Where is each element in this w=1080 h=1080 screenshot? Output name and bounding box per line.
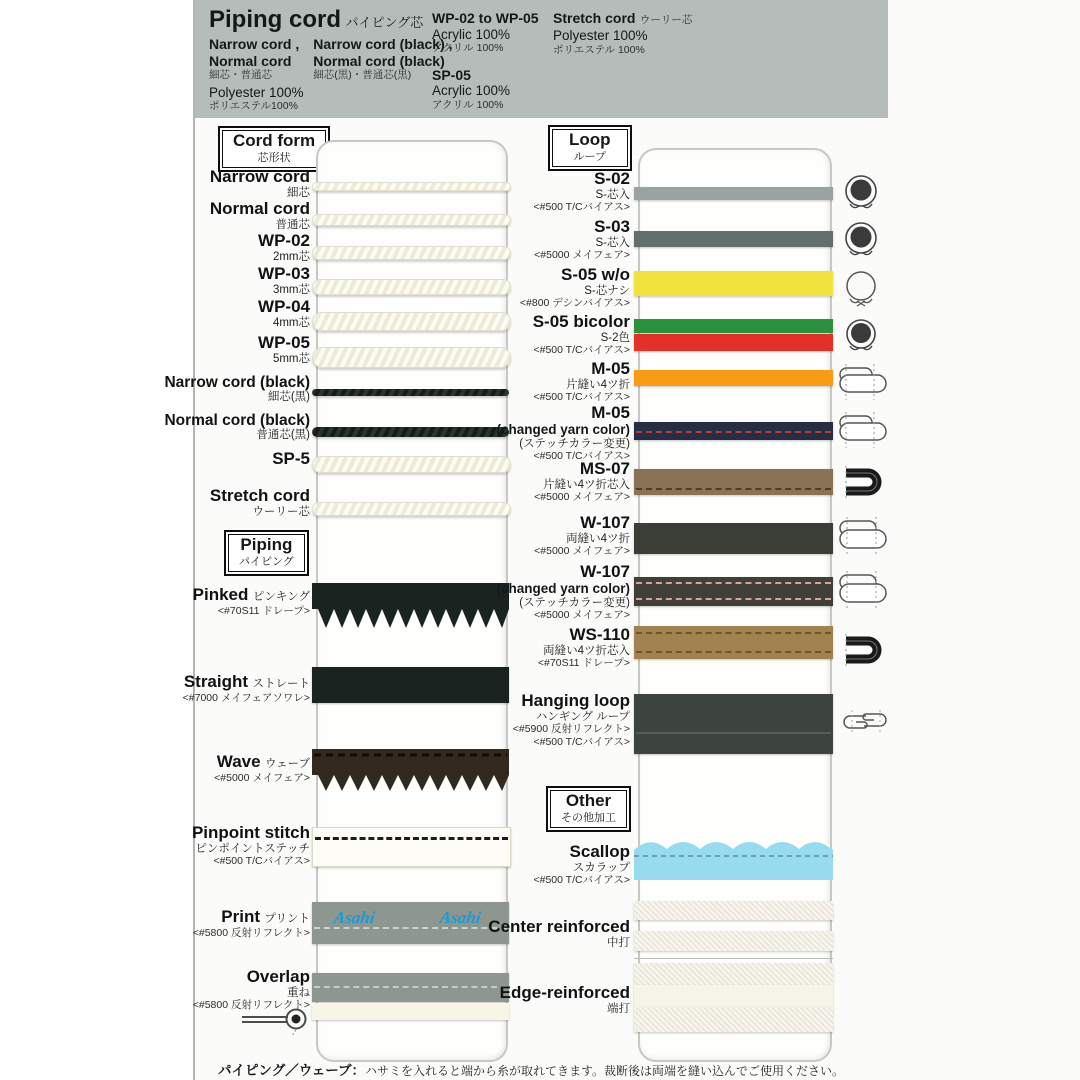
label-jp: 中打	[607, 936, 630, 949]
header-normal-cord-black: Normal cord (black)	[313, 52, 445, 69]
label-jp: ウーリー芯	[252, 505, 310, 518]
label-spec: <#500 T/Cバイアス>	[533, 201, 630, 214]
label-jp: 両縫い4ツ折	[566, 532, 630, 545]
label-jp: プリント	[264, 913, 310, 925]
label-s02	[390, 170, 630, 214]
section-other-title: Other	[565, 791, 612, 810]
folded-core-icon	[838, 462, 888, 500]
m05-red-stitch	[636, 431, 831, 433]
section-cord-form	[218, 126, 330, 172]
label-spec: <#5900 反射リフレクト>	[512, 723, 630, 736]
swatch-ws110	[634, 626, 833, 659]
loop-open-icon	[838, 268, 884, 312]
label-title: Overlap	[246, 967, 310, 986]
label-title: W-107	[580, 513, 630, 532]
label-jp: 片縫い4ツ折芯入	[543, 478, 630, 491]
label-pinpoint-stitch	[70, 824, 310, 868]
swatch-edge-reinforced-3	[634, 1008, 833, 1032]
section-cord-form-jp: 芯形状	[257, 151, 291, 164]
label-wave	[70, 753, 310, 784]
label-spec: <#5800 反射リフレクト>	[192, 999, 310, 1012]
swatch-scallop	[634, 834, 833, 880]
folded-tape-icon	[836, 410, 892, 452]
header-sp05-material-jp: アクリル 100%	[432, 98, 504, 111]
swatch-m05	[634, 370, 833, 386]
ws110-stitch-1	[636, 632, 831, 634]
swatch-s05-bicolor-green	[634, 319, 833, 333]
label-jp: 5mm芯	[272, 352, 310, 365]
label-normal-cord	[70, 200, 310, 231]
label-sub: (changed yarn color)	[496, 580, 630, 596]
label-spec: <#500 T/Cバイアス>	[533, 450, 630, 463]
label-jp: 端打	[607, 1002, 630, 1015]
label-m05	[390, 360, 630, 404]
page-title-en: Piping cord	[209, 6, 341, 33]
label-m05-changed	[390, 404, 630, 463]
label-narrow-cord	[70, 168, 310, 199]
label-jp: ストレート	[252, 678, 310, 690]
header-stretch-en: Stretch cord	[553, 10, 636, 26]
header-wp-material: Acrylic 100%	[432, 26, 511, 42]
label-jp: 細芯	[287, 186, 310, 199]
section-other-inner	[550, 790, 627, 828]
loop-core-icon	[838, 315, 884, 359]
label-line	[70, 673, 310, 692]
label-spec2: <#500 T/Cバイアス>	[533, 735, 630, 748]
section-cord-form-inner	[222, 130, 326, 168]
label-straight	[70, 673, 310, 704]
label-title: S-02	[594, 169, 630, 188]
ws110-stitch-2	[636, 651, 831, 653]
label-sub: (changed yarn color)	[496, 421, 630, 437]
label-jp: 4mm芯	[272, 316, 310, 329]
header-sp05-material: Acrylic 100%	[432, 83, 511, 99]
page-title-jp: パイピング芯	[345, 15, 424, 30]
swatch-s05-bicolor-red	[634, 334, 833, 351]
label-jp: 重ね	[287, 986, 310, 999]
label-jp: ピンキング	[252, 591, 310, 603]
label-jp: 細芯(黒)	[267, 391, 310, 404]
label-pinked	[70, 586, 310, 617]
label-title: MS-07	[579, 459, 630, 478]
label-title: Center reinforced	[488, 917, 630, 936]
section-piping-inner	[228, 534, 305, 572]
label-spec: <#500 T/Cバイアス>	[533, 391, 630, 404]
label-jp: S-芯ナシ	[584, 284, 630, 297]
label-narrow-cord-black	[70, 374, 310, 404]
label-spec: <#70S11 ドレープ>	[217, 604, 310, 617]
footer-note-label: パイピング／ウェーブ：	[218, 1063, 366, 1078]
label-spec: <#500 T/Cバイアス>	[533, 344, 630, 357]
label-title: Narrow cord (black)	[164, 374, 310, 391]
swatch-ms07	[634, 469, 833, 495]
section-loop-jp: ループ	[573, 150, 606, 163]
header-wp-range: WP-02 to WP-05	[432, 10, 539, 26]
swatch-m05-changed	[634, 422, 833, 440]
header-material-1-jp: ポリエステル100%	[209, 100, 298, 113]
label-jp: スカラップ	[572, 861, 630, 874]
label-title: M-05	[591, 403, 630, 422]
double-folded-tape-icon	[836, 516, 892, 560]
double-folded-tape-icon	[836, 570, 892, 614]
header-narrow-cord: Narrow cord ,	[209, 36, 300, 52]
folded-tape-icon	[836, 362, 892, 404]
header-wp-material-jp: アクリル 100%	[432, 42, 504, 55]
asahi-logo: Asahi	[438, 908, 483, 927]
section-piping-jp: パイピング	[239, 555, 294, 568]
section-loop-inner	[552, 129, 628, 167]
label-title: WS-110	[569, 625, 630, 644]
pinpoint-stitch-line	[315, 837, 508, 840]
label-title: Stretch cord	[209, 486, 310, 505]
swatch-s05-wo	[634, 271, 833, 296]
label-jp: 普通芯(黒)	[256, 429, 310, 442]
label-spec: <#7000 メイフェアソワレ>	[182, 691, 310, 704]
label-spec: <#5000 メイフェア>	[534, 609, 630, 622]
swatch-hanging-loop	[634, 694, 833, 754]
header-stretch-jp: ウーリー芯	[639, 14, 693, 26]
label-jp: 3mm芯	[272, 283, 310, 296]
label-spec: <#5000 メイフェア>	[214, 771, 310, 784]
section-cord-form-title: Cord form	[233, 131, 316, 150]
header-material-1: Polyester 100%	[209, 84, 304, 100]
label-title: S-05 bicolor	[532, 312, 630, 331]
label-normal-cord-black	[70, 412, 310, 442]
label-wp03	[70, 265, 310, 296]
center-edge-divider	[634, 958, 833, 959]
label-title: S-03	[594, 217, 630, 236]
label-spec: <#5000 メイフェア>	[534, 249, 630, 262]
label-title: W-107	[580, 562, 630, 581]
swatch-edge-reinforced-2	[634, 985, 833, 1008]
header-col-stretch	[553, 10, 692, 56]
header-col-wp	[432, 10, 539, 111]
page-title	[209, 6, 453, 34]
header-band	[195, 0, 888, 118]
label-title: Scallop	[569, 842, 630, 861]
label-title: WP-05	[258, 333, 310, 352]
section-piping-title: Piping	[240, 535, 293, 554]
header-col-piping	[209, 6, 453, 113]
label-spec: <#5000 メイフェア>	[534, 545, 630, 558]
label-scallop	[390, 843, 630, 887]
overlap-detail-icon	[240, 1005, 312, 1037]
header-narrow-cord-black: Narrow cord (black) ,	[313, 36, 453, 52]
swatch-center-reinforced-2	[634, 931, 833, 951]
header-stretch-material-jp: ポリエステル 100%	[553, 43, 645, 56]
label-wp04	[70, 298, 310, 329]
label-spec: <#800 デシンバイアス>	[519, 297, 630, 310]
s-hook-icon	[836, 706, 894, 736]
hanging-loop-fold-line	[636, 732, 831, 734]
label-title: Normal cord	[209, 199, 310, 218]
label-title: WP-04	[258, 297, 310, 316]
label-spec: <#500 T/Cバイアス>	[213, 855, 310, 868]
label-title: S-05 w/o	[561, 265, 630, 284]
label-jp: 2mm芯	[272, 250, 310, 263]
section-other-jp: その他加工	[561, 811, 616, 824]
label-title: SP-5	[272, 449, 310, 468]
label-line	[70, 586, 310, 605]
header-sp05: SP-05	[432, 66, 471, 83]
swatch-edge-reinforced-1	[634, 963, 833, 985]
header-normal-cord: Normal cord	[209, 52, 292, 69]
label-title: Print	[221, 907, 260, 926]
label-spec: <#500 T/Cバイアス>	[533, 874, 630, 887]
label-wp02	[70, 232, 310, 263]
label-line	[70, 753, 310, 772]
section-loop	[548, 125, 632, 171]
label-title: Narrow cord	[209, 167, 310, 186]
label-s05-bicolor	[390, 313, 630, 357]
section-piping	[224, 530, 309, 576]
swatch-s03	[634, 231, 833, 247]
label-jp: 両縫い4ツ折芯入	[543, 644, 630, 657]
label-ws110	[390, 626, 630, 670]
swatch-w107	[634, 523, 833, 554]
ms07-stitch	[636, 488, 831, 490]
section-loop-title: Loop	[569, 130, 611, 149]
label-title: Hanging loop	[521, 691, 630, 710]
label-title: Pinpoint stitch	[191, 823, 310, 842]
swatch-wave	[312, 745, 509, 793]
label-line	[70, 908, 310, 927]
label-edge-reinforced	[390, 984, 630, 1015]
label-jp: 普通芯	[275, 218, 310, 231]
label-hanging-loop	[390, 692, 630, 748]
label-title: Wave	[216, 752, 261, 771]
label-jp: (ステッチカラー変更)	[519, 596, 630, 609]
loop-core-icon	[838, 219, 884, 263]
asahi-logo: Asahi	[332, 908, 377, 927]
label-title: M-05	[591, 359, 630, 378]
label-w107-changed	[390, 563, 630, 622]
label-title: WP-02	[258, 231, 310, 250]
label-spec: <#5800 反射リフレクト>	[192, 926, 310, 939]
label-print	[70, 908, 310, 939]
header-stretch-material: Polyester 100%	[553, 28, 648, 43]
label-title: Pinked	[192, 585, 249, 604]
swatch-w107-changed	[634, 577, 833, 606]
label-jp: S-芯入	[595, 236, 630, 249]
folded-core-icon	[838, 630, 888, 668]
label-ms07	[390, 460, 630, 504]
label-s05-wo	[390, 266, 630, 310]
label-jp: ハンギング ループ	[535, 710, 630, 723]
label-sp5	[70, 450, 310, 469]
swatch-center-reinforced-1	[634, 901, 833, 920]
header-cord-black-jp: 細芯(黒)・普通芯(黒)	[313, 69, 412, 82]
label-w107	[390, 514, 630, 558]
label-spec: <#70S11 ドレープ>	[537, 657, 630, 670]
w107-stitch-1	[636, 582, 831, 584]
footer-note-text: ハサミを入れると端から糸が取れてきます。裁断後は両端を縫い込んでご使用ください。	[365, 1064, 845, 1078]
label-spec: <#5000 メイフェア>	[534, 491, 630, 504]
header-cord-jp: 細芯・普通芯	[209, 69, 272, 82]
loop-core-icon	[838, 172, 884, 216]
header-stretch	[553, 10, 692, 28]
label-center-reinforced	[390, 918, 630, 949]
label-jp: (ステッチカラー変更)	[519, 437, 630, 450]
label-jp: ウェーブ	[265, 758, 310, 770]
w107-stitch-2	[636, 598, 831, 600]
label-title: WP-03	[258, 264, 310, 283]
label-jp: S-2色	[600, 331, 630, 344]
label-stretch-cord	[70, 487, 310, 518]
label-title: Normal cord (black)	[164, 412, 310, 429]
header-cord-names	[209, 36, 453, 82]
label-wp05	[70, 334, 310, 365]
section-other	[546, 786, 631, 832]
label-jp: ピンポイントステッチ	[195, 842, 310, 855]
label-s03	[390, 218, 630, 262]
footer-note	[218, 1059, 844, 1080]
label-jp: S-芯入	[595, 188, 630, 201]
label-jp: 片縫い4ツ折	[566, 378, 630, 391]
label-title: Edge-reinforced	[499, 983, 630, 1002]
label-title: Straight	[183, 672, 249, 691]
swatch-s02	[634, 187, 833, 200]
